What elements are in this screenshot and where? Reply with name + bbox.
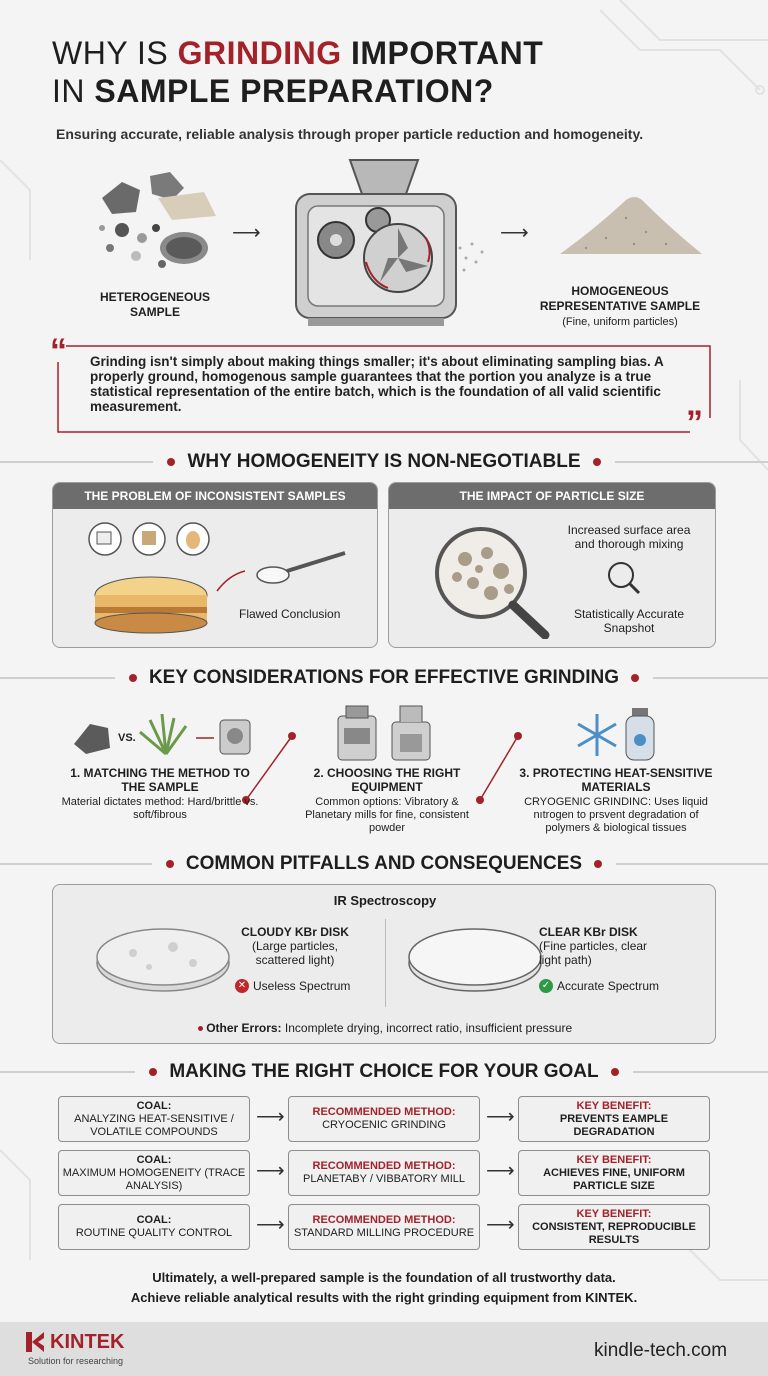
homogeneous-sublabel: (Fine, uniform particles) xyxy=(562,316,678,328)
method-key: RECOMMENDED METHOD: xyxy=(312,1106,456,1118)
title-highlight: GRINDING xyxy=(177,35,342,71)
method-text: PLANETABY / VIBBATORY MILL xyxy=(302,1173,465,1185)
page-title-line2 xyxy=(52,72,494,110)
section-pitfalls-title: COMMON PITFALLS AND CONSEQUENCES xyxy=(185,853,583,874)
kintek-brand: KINTEK xyxy=(50,1330,125,1353)
snowflake-icon xyxy=(572,710,622,760)
ir-spectroscopy-title: IR Spectroscopy xyxy=(333,893,437,908)
cake-illustration xyxy=(79,519,249,639)
goal-box xyxy=(58,1096,250,1142)
goal-key: COAL: xyxy=(136,1214,172,1226)
method-box xyxy=(288,1096,480,1142)
consideration-title: 3. PROTECTING HEAT-SENSITIVE MATERIALS xyxy=(519,766,713,794)
section-homogeneity-title: WHY HOMOGENEITY IS NON-NEGOTIABLE xyxy=(187,451,581,472)
arrow-right-icon: ⟶ xyxy=(486,1214,515,1236)
benefit-key: KEY BENEFIT: xyxy=(576,1099,652,1112)
consideration-title: 1. MATCHING THE METHOD TO THE SAMPLE xyxy=(70,766,250,794)
nitrogen-bottle-icon xyxy=(620,706,660,762)
title-line2-b: SAMPLE PREPARATION? xyxy=(94,73,494,109)
section-homogeneity-header xyxy=(0,446,768,478)
arrow-right-icon: ⟶ xyxy=(256,1106,285,1128)
benefit-text: CONSISTENT, REPRODUCIBLE RESULTS xyxy=(532,1220,696,1246)
accurate-spectrum-result xyxy=(539,979,659,993)
clear-disk-desc: (Fine particles, clear light path) xyxy=(539,939,648,967)
title-line2-a: IN xyxy=(52,73,95,109)
subtitle: Ensuring accurate, reliable analysis through proper particle reduction and homogeneity. xyxy=(56,126,644,142)
search-icon xyxy=(603,559,643,599)
quote-text: Grinding isn't simply about making things smaller; it's about eliminating sampling bias. A properly ground, homogenous sample guarantees that the portion you analyze is a true statistical representation of the entire batch, which is the foundation of all valid scientific measurement. xyxy=(90,354,664,414)
method-box xyxy=(288,1204,480,1250)
goal-text: ANALYZING HEAT-SENSITIVE / VOLATILE COMPOUNDS xyxy=(74,1112,234,1138)
section-considerations-title: KEY CONSIDERATIONS FOR EFFECTIVE GRINDING xyxy=(148,667,620,688)
goal-key: COAL: xyxy=(136,1153,172,1166)
open-quote-icon: “ xyxy=(50,332,67,370)
consideration-item-3 xyxy=(516,766,716,835)
useless-spectrum-label: Useless Spectrum xyxy=(253,979,351,993)
disk-divider xyxy=(385,919,386,1007)
consideration-desc: Material dictates method: Hard/brittle vs. soft/fibrous xyxy=(61,796,259,821)
flawed-conclusion-label: Flawed Conclusion xyxy=(239,607,341,621)
section-pitfalls-header xyxy=(0,848,768,880)
method-text: STANDARD MILLING PROCEDURE xyxy=(293,1227,475,1239)
homogeneous-label: HOMOGENEOUS REPRESENTATIVE SAMPLE xyxy=(539,284,701,313)
error-icon: ✕ xyxy=(235,979,249,993)
surface-area-label: Increased surface area and thorough mixing xyxy=(567,523,691,551)
other-errors xyxy=(53,1021,716,1035)
inconsistent-samples-panel xyxy=(52,482,378,648)
benefit-key: KEY BENEFIT: xyxy=(576,1153,652,1166)
kintek-logo-mark-icon xyxy=(24,1330,46,1354)
method-box xyxy=(288,1150,480,1196)
arrow-right-icon: ⟶ xyxy=(486,1106,515,1128)
title-part2: IMPORTANT xyxy=(341,35,544,71)
benefit-box xyxy=(518,1150,710,1196)
spoon-icon xyxy=(253,549,353,589)
consideration-desc: CRYOGENIC GRINDINC: Uses liquid nıtrogen to prsvent degradation of polymers & biological tissues xyxy=(524,796,708,834)
benefit-text: PREVENTS EAMPLE DEGRADATION xyxy=(559,1112,669,1138)
consideration-item-2 xyxy=(294,766,480,835)
benefit-box xyxy=(518,1096,710,1142)
particle-size-header: THE IMPACT OF PARTICLE SIZE xyxy=(389,483,715,509)
arrow-right-icon: ⟶ xyxy=(486,1160,515,1182)
benefit-box xyxy=(518,1204,710,1250)
useless-spectrum-result xyxy=(235,979,350,993)
inconsistent-samples-header: THE PROBLEM OF INCONSISTENT SAMPLES xyxy=(53,483,377,509)
section-considerations-header xyxy=(0,662,768,694)
homogeneous-sample-illustration xyxy=(556,188,706,268)
goal-text: MAXIMUM HOMOGENEITY (TRACE ANALYSIS) xyxy=(62,1166,246,1192)
benefit-key: KEY BENEFIT: xyxy=(576,1207,652,1220)
kintek-tagline: Solution for researching xyxy=(28,1356,124,1366)
cloudy-disk-illustration xyxy=(93,919,233,999)
footer-line2: Achieve reliable analytical results with the right grinding equipment from KINTEK. xyxy=(130,1290,638,1305)
section-choice-header xyxy=(0,1056,768,1088)
method-text: CRYOCENIC GRINDING xyxy=(322,1119,446,1131)
other-errors-label: Other Errors: xyxy=(206,1021,282,1035)
consideration-desc: Common options: Vibratory & Planetary mills for fine, consistent powder xyxy=(305,796,469,834)
vs-label: VS. xyxy=(118,732,136,744)
rock-vs-plant-illustration xyxy=(70,710,260,764)
goal-key: COAL: xyxy=(136,1099,172,1112)
website-link[interactable]: kindle-tech.com xyxy=(594,1340,728,1361)
consideration-title: 2. CHOOSING THE RIGHT EQUIPMENT xyxy=(313,766,461,794)
method-key: RECOMMENDED METHOD: xyxy=(312,1160,456,1172)
check-icon: ✓ xyxy=(539,979,553,993)
arrow-right-icon: ⟶ xyxy=(500,222,529,244)
method-key: RECOMMENDED METHOD: xyxy=(312,1214,456,1226)
magnifier-illustration xyxy=(429,519,559,639)
benefit-text: ACHIEVES FINE, UNIFORM PARTICLE SIZE xyxy=(543,1166,685,1192)
goal-box xyxy=(58,1150,250,1196)
clear-disk-title: CLEAR KBr DISK xyxy=(539,925,638,939)
particle-size-panel xyxy=(388,482,716,648)
arrow-right-icon: ⟶ xyxy=(232,222,261,244)
ir-spectroscopy-panel xyxy=(52,884,716,1044)
accurate-snapshot-label: Statistically Accurate Snapshot xyxy=(573,607,685,635)
title-part1: WHY IS xyxy=(52,35,178,71)
consideration-item-1 xyxy=(60,766,260,822)
clear-disk-illustration xyxy=(405,919,545,999)
page-title xyxy=(52,34,543,72)
footer-line1: Ultimately, a well-prepared sample is the foundation of all trustworthy data. xyxy=(152,1270,616,1285)
arrow-right-icon: ⟶ xyxy=(256,1160,285,1182)
heterogeneous-label: HETEROGENEOUS SAMPLE xyxy=(99,290,210,319)
heterogeneous-sample-illustration xyxy=(92,168,222,278)
grinding-mill-illustration xyxy=(288,158,488,328)
cloudy-disk-title: CLOUDY KBr DISK xyxy=(241,925,349,939)
kintek-logo[interactable] xyxy=(24,1330,124,1354)
goal-text: ROUTINE QUALITY CONTROL xyxy=(75,1227,233,1239)
accurate-spectrum-label: Accurate Spectrum xyxy=(557,979,660,993)
cloudy-disk-text xyxy=(235,925,355,967)
close-quote-icon: ” xyxy=(686,404,703,442)
other-errors-text: Incomplete drying, incorrect ratio, insufficient pressure xyxy=(281,1021,573,1035)
clear-disk-text xyxy=(539,925,669,967)
cloudy-disk-desc: (Large particles, scattered light) xyxy=(251,939,339,967)
section-choice-title: MAKING THE RIGHT CHOICE FOR YOUR GOAL xyxy=(169,1061,599,1082)
arrow-right-icon: ⟶ xyxy=(256,1214,285,1236)
goal-box xyxy=(58,1204,250,1250)
